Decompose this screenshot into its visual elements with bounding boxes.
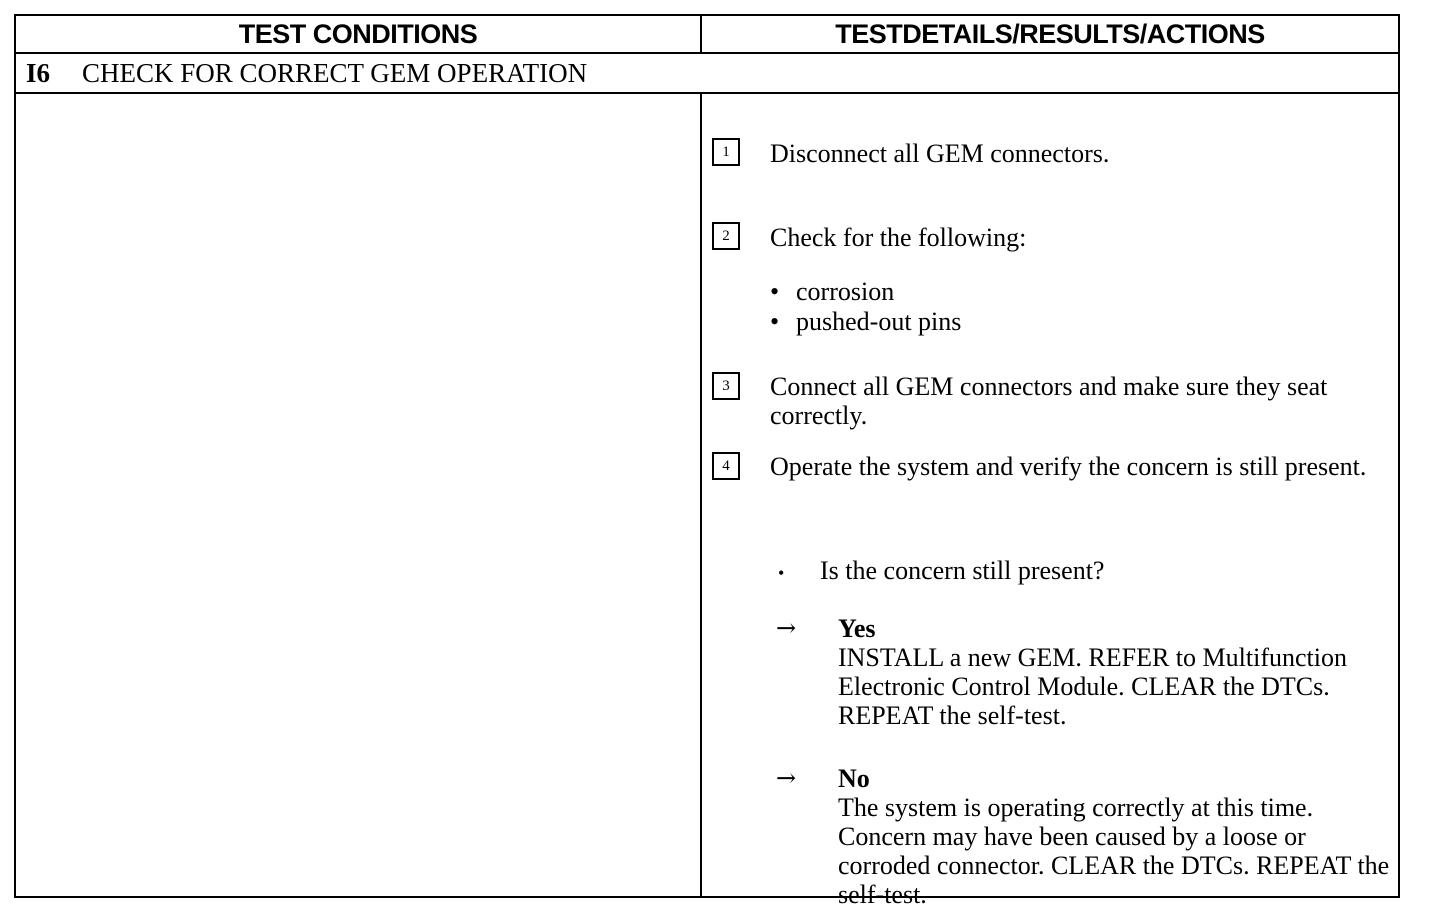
bullet-icon: • <box>770 307 780 336</box>
list-item: • corrosion <box>770 277 895 306</box>
section-title: CHECK FOR CORRECT GEM OPERATION <box>82 57 588 88</box>
arrow-right-icon: → <box>776 614 797 642</box>
header-test-conditions: TEST CONDITIONS <box>16 16 702 52</box>
bullet-icon: • <box>770 277 780 306</box>
step-number-box: 3 <box>712 372 740 400</box>
outcome-yes-label: Yes <box>838 614 876 643</box>
step-text: Check for the following: <box>770 223 1027 252</box>
step-2-bullets <box>770 277 961 336</box>
step-number-box: 2 <box>712 222 740 250</box>
outcome-no-label: No <box>838 764 870 793</box>
arrow-right-icon: → <box>776 764 797 792</box>
section-title-row <box>16 54 1398 94</box>
list-item: • pushed-out pins <box>770 307 962 336</box>
header-test-details: TESTDETAILS/RESULTS/ACTIONS <box>835 18 1265 49</box>
table-header <box>16 16 1398 54</box>
test-details-cell <box>702 94 1398 909</box>
step-text: Connect all GEM connectors and make sure they seat correctly. <box>770 372 1328 430</box>
question-text: Is the concern still present? <box>820 556 1105 585</box>
question <box>778 556 1104 588</box>
step-number-box: 1 <box>712 138 740 166</box>
test-conditions-cell <box>16 94 702 896</box>
outcome-no-text: The system is operating correctly at this time. Concern may have been caused by a loose or corroded connector. CLEAR the DTCs. REPEAT the self-test. <box>838 793 1390 909</box>
bullet-icon: • <box>778 562 785 583</box>
test-table <box>14 14 1400 909</box>
step-text: Operate the system and verify the concern is still present. <box>770 452 1367 481</box>
outcome-yes-text: INSTALL a new GEM. REFER to Multifunction Electronic Control Module. CLEAR the DTCs. REPEAT the self-test. <box>838 643 1347 730</box>
step-text: Disconnect all GEM connectors. <box>770 139 1110 168</box>
step-number-box: 4 <box>712 452 740 480</box>
section-number: I6 <box>26 57 51 88</box>
